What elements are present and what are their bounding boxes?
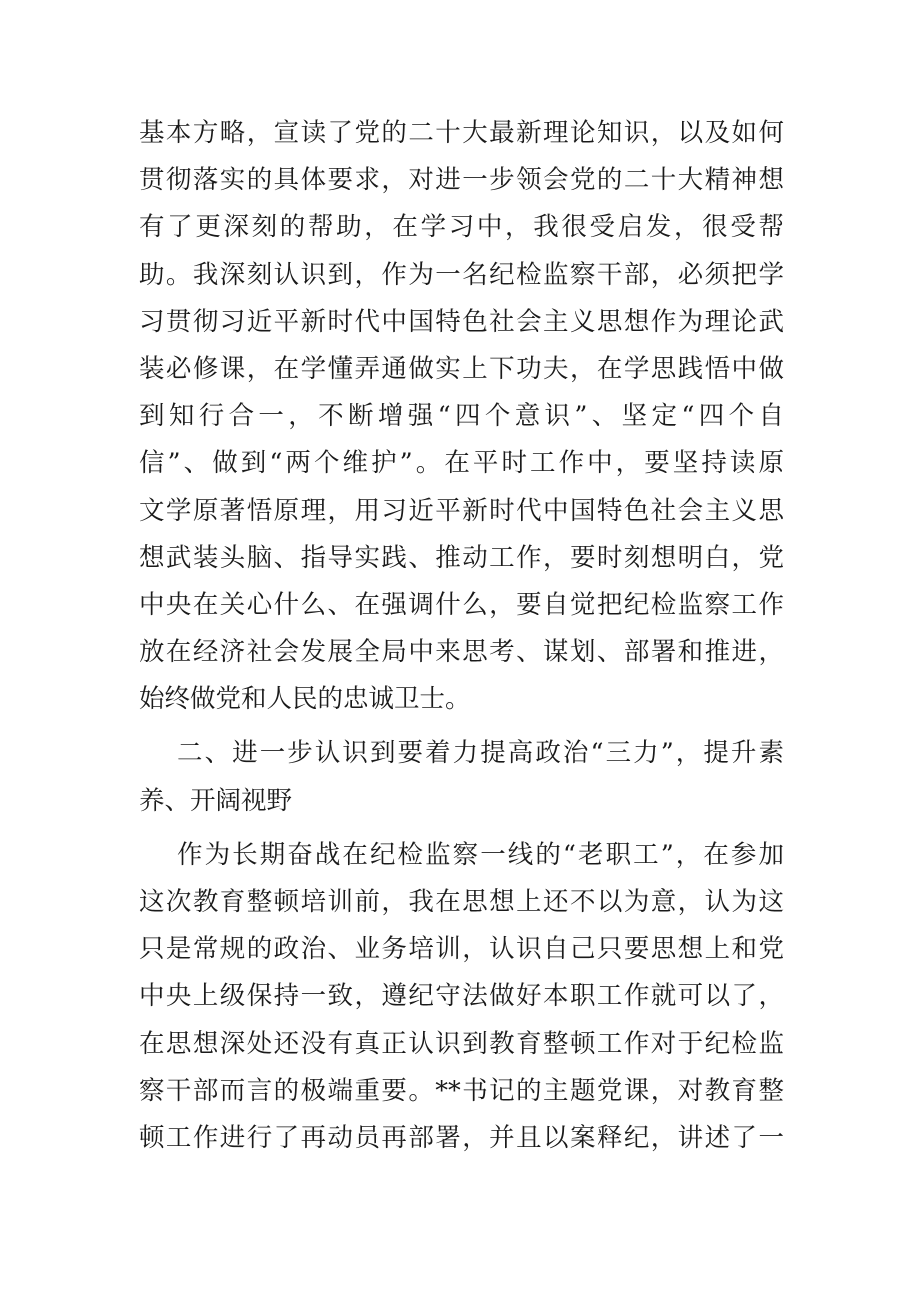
text-line: 习贯彻习近平新时代中国特色社会主义思想作为理论武 <box>139 306 784 337</box>
text-line: 在思想深处还没有真正认识到教育整顿工作对于纪检监 <box>139 1028 784 1059</box>
paragraph-spacer <box>139 723 784 730</box>
paragraph-1 <box>139 110 784 723</box>
text-line: 贯彻落实的具体要求，对进一步领会党的二十大精神想 <box>139 165 784 196</box>
text-line: 放在经济社会发展全局中来思考、谋划、部署和推进， <box>139 637 784 668</box>
heading-line: 二、进一步认识到要着力提高政治“三力”，提升素 <box>177 738 784 769</box>
text-line: 作为长期奋战在纪检监察一线的“老职工”，在参加 <box>177 839 784 870</box>
text-line: 有了更深刻的帮助，在学习中，我很受启发，很受帮 <box>139 212 784 243</box>
document-body <box>139 110 784 1162</box>
heading-line: 养、开阔视野 <box>139 785 293 816</box>
text-line: 始终做党和人民的忠诚卫士。 <box>139 684 471 715</box>
text-line: 察干部而言的极端重要。**书记的主题党课，对教育整 <box>139 1075 784 1106</box>
text-line: 只是常规的政治、业务培训，认识自己只要思想上和党 <box>139 934 784 965</box>
text-line: 到知行合一，不断增强“四个意识”、坚定“四个自 <box>139 401 784 432</box>
text-line: 中央在关心什么、在强调什么，要自觉把纪检监察工作 <box>139 589 784 620</box>
section-heading-2 <box>139 730 784 824</box>
text-line: 顿工作进行了再动员再部署，并且以案释纪，讲述了一 <box>139 1122 784 1153</box>
text-line: 信”、做到“两个维护”。在平时工作中，要坚持读原 <box>139 448 784 479</box>
text-line: 文学原著悟原理，用习近平新时代中国特色社会主义思 <box>139 495 784 526</box>
text-line: 中央上级保持一致，遵纪守法做好本职工作就可以了， <box>139 981 784 1012</box>
paragraph-spacer <box>139 825 784 832</box>
text-line: 装必修课，在学懂弄通做实上下功夫，在学思践悟中做 <box>139 353 784 384</box>
paragraph-2 <box>139 832 784 1162</box>
text-line: 助。我深刻认识到，作为一名纪检监察干部，必须把学 <box>139 259 784 290</box>
text-line: 基本方略，宣读了党的二十大最新理论知识，以及如何 <box>139 118 784 148</box>
text-line: 想武装头脑、指导实践、推动工作，要时刻想明白，党 <box>139 542 784 573</box>
text-line: 这次教育整顿培训前，我在思想上还不以为意，认为这 <box>139 887 784 917</box>
